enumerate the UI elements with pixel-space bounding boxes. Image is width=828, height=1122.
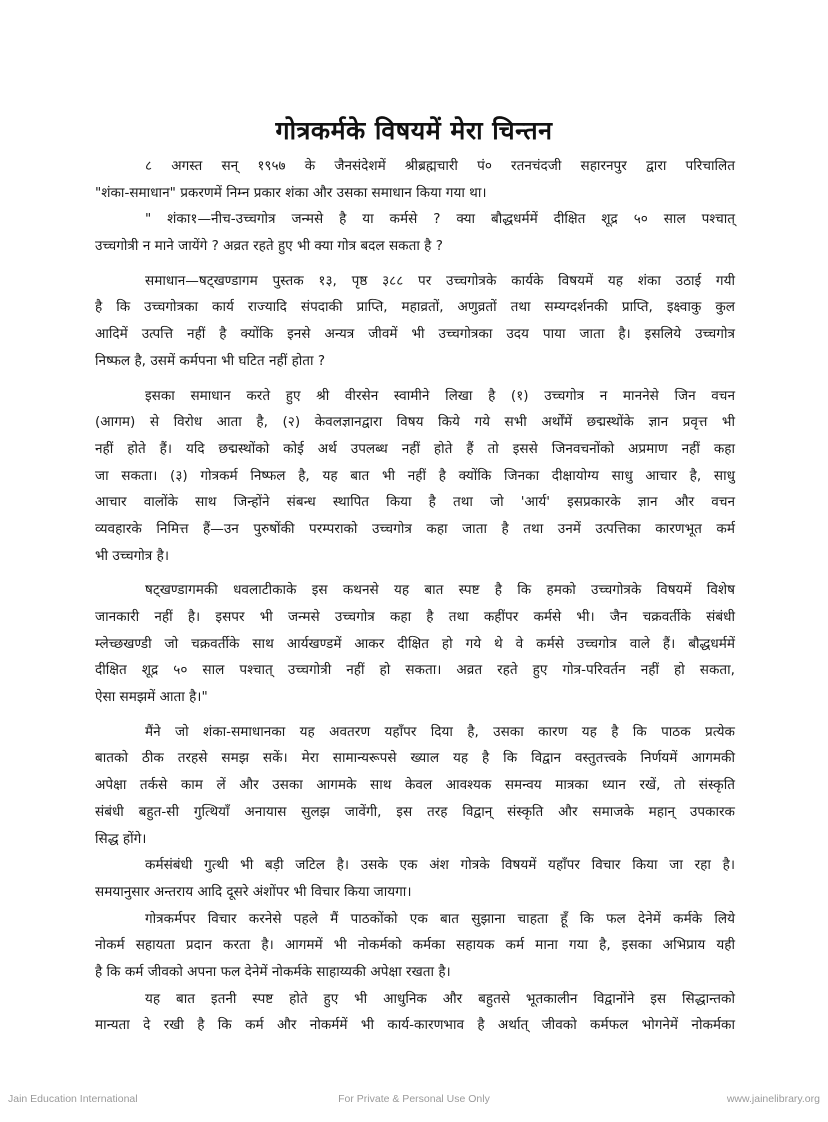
text-line: षट्खण्डागमकी धवलाटीकाके इस कथनसे यह बात स्पष्ट है कि हमको उच्चगोत्रके विषयमें विशेष [145, 582, 735, 599]
page-title: गोत्रकर्मके विषयमें मेरा चिन्तन [275, 115, 553, 145]
text-line: भी उच्चगोत्र है। [95, 547, 169, 564]
footer-publisher: Jain Education International [8, 1093, 138, 1105]
text-line: समाधान—षट्खण्डागम पुस्तक १३, पृष्ठ ३८८ पर उच्चगोत्रके कार्यके विषयमें यह शंका उठाई गयी [145, 272, 735, 289]
text-line: है कि उच्चगोत्रका कार्य राज्यादि संपदाकी प्राप्ति, महाव्रतों, अणुव्रतों तथा सम्यग्दर्शनकी प्राप्ति, इक्ष्वाकु कुल [95, 299, 735, 316]
text-line: आचार वालोंके साथ जिन्होंने संबन्ध स्थापित किया है तथा जो 'आर्य' इसप्रकारके ज्ञान और वचन [95, 494, 735, 511]
text-line: है कि कर्म जीवको अपना फल देनेमें नोकर्मके साहाय्यकी अपेक्षा रखता है। [95, 963, 451, 980]
text-line: कर्मसंबंधी गुत्थी भी बड़ी जटिल है। उसके एक अंश गोत्रके विषयमें यहाँपर विचार किया जा रहा है। [145, 857, 735, 874]
text-line: अपेक्षा तर्कसे काम लें और उसका आगमके साथ केवल आवश्यक समन्वय मात्रका ध्यान रखें, तो संस्कृति [95, 777, 735, 794]
text-line: निष्फल है, उसमें कर्मपना भी घटित नहीं होता ? [95, 352, 326, 369]
text-line: संबंधी बहुत-सी गुत्थियाँ अनायास सुलझ जावेंगी, इस तरह विद्वान् संस्कृति और समाजके महान् उपकारक [95, 803, 735, 820]
text-line: उच्चगोत्री न माने जायेंगे ? अव्रत रहते हुए भी क्या गोत्र बदल सकता है ? [95, 238, 443, 255]
document-body [95, 153, 735, 1039]
text-line: यह बात इतनी स्पष्ट होते हुए भी आधुनिक और बहुतसे भूतकालीन विद्वानोंने इस सिद्धान्तको [145, 990, 735, 1007]
page-footer [0, 1093, 828, 1109]
text-line: जानकारी नहीं है। इसपर भी जन्मसे उच्चगोत्र कहा है तथा कहींपर कर्मसे भी। जैन चक्रवर्तीके संबंधी [95, 609, 735, 625]
text-line: मैंने जो शंका-समाधानका यह अवतरण यहाँपर दिया है, उसका कारण यह है कि पाठक प्रत्येक [145, 723, 735, 740]
text-line: दीक्षित शूद्र ५० साल पश्चात् उच्चगोत्री नहीं हो सकता। अव्रत रहते हुए गोत्र-परिवर्तन नहीं हो सकता, [95, 662, 735, 679]
footer-usage-note: For Private & Personal Use Only [338, 1093, 490, 1105]
text-line: व्यवहारके निमित्त हैं—उन पुरुषोंकी परम्पराको उच्चगोत्र कहा जाता है तथा उनमें उत्पत्तिका कारणभूत कर्म [95, 520, 735, 537]
text-line: सिद्ध होंगे। [95, 830, 147, 847]
text-line: नोकर्म सहायता प्रदान करता है। आगममें भी नोकर्मको कर्मका सहायक कर्म माना गया है, इसका अभिप्राय यही [95, 937, 735, 954]
text-line: ८ अगस्त सन् १९५७ के जैनसंदेशमें श्रीब्रह्मचारी पं० रतनचंदजी सहारनपुर द्वारा परिचालित [145, 158, 735, 174]
text-line: मान्यता दे रखी है कि कर्म और नोकर्ममें भी कार्य-कारणभाव है अर्थात् जीवको कर्मफल भोगनेमें नोकर्मका [95, 1017, 735, 1034]
text-line: " शंका१—नीच-उच्चगोत्र जन्मसे है या कर्मसे ? क्या बौद्धधर्ममें दीक्षित शूद्र ५० साल पश्चात् [145, 211, 735, 228]
text-line: म्लेच्छखण्डी जो चक्रवर्तीके साथ आर्यखण्डमें आकर दीक्षित हो गये थे वे कर्मसे उच्चगोत्र वाले हैं। बौद्धधर्ममें [95, 635, 735, 652]
text-line: जा सकता। (३) गोत्रकर्म निष्फल है, यह बात भी नहीं है क्योंकि जिनका दीक्षायोग्य साधु आचार है, साधु [95, 467, 735, 484]
text-line: समयानुसार अन्तराय आदि दूसरे अंशोंपर भी विचार किया जायगा। [95, 883, 412, 900]
text-line: ऐसा समझमें आता है।" [95, 689, 208, 706]
footer-website-link[interactable]: www.jainelibrary.org [726, 1093, 820, 1105]
text-line: (आगम) से विरोध आता है, (२) केवलज्ञानद्वारा विषय किये गये सभी अर्थोंमें छद्मस्थोंके ज्ञान प्रवृत्त भी [95, 414, 735, 431]
text-line: इसका समाधान करते हुए श्री वीरसेन स्वामीने लिखा है (१) उच्चगोत्र न माननेसे जिन वचन [145, 387, 735, 404]
text-line: नहीं होते हैं। यदि छद्मस्थोंको कोई अर्थ उपलब्ध नहीं होते हैं तो इससे जिनवचनोंको अप्रमाण नहीं कहा [95, 440, 735, 457]
text-line: बातको ठीक तरहसे समझ सकें। मेरा सामान्यरूपसे ख्याल यह है कि विद्वान वस्तुतत्त्वके निर्णयमें आगमकी [95, 750, 735, 767]
text-line: आदिमें उत्पत्ति नहीं है क्योंकि इनसे अन्यत्र जीवमें भी उच्चगोत्रका उदय पाया जाता है। इसलिये उच्चगोत्र [95, 326, 735, 343]
text-line: "शंका-समाधान" प्रकरणमें निम्न प्रकार शंका और उसका समाधान किया गया था। [95, 184, 487, 201]
text-line: गोत्रकर्मपर विचार करनेसे पहले मैं पाठकोंको एक बात सुझाना चाहता हूँ कि फल देनेमें कर्मके लिये [145, 910, 735, 927]
